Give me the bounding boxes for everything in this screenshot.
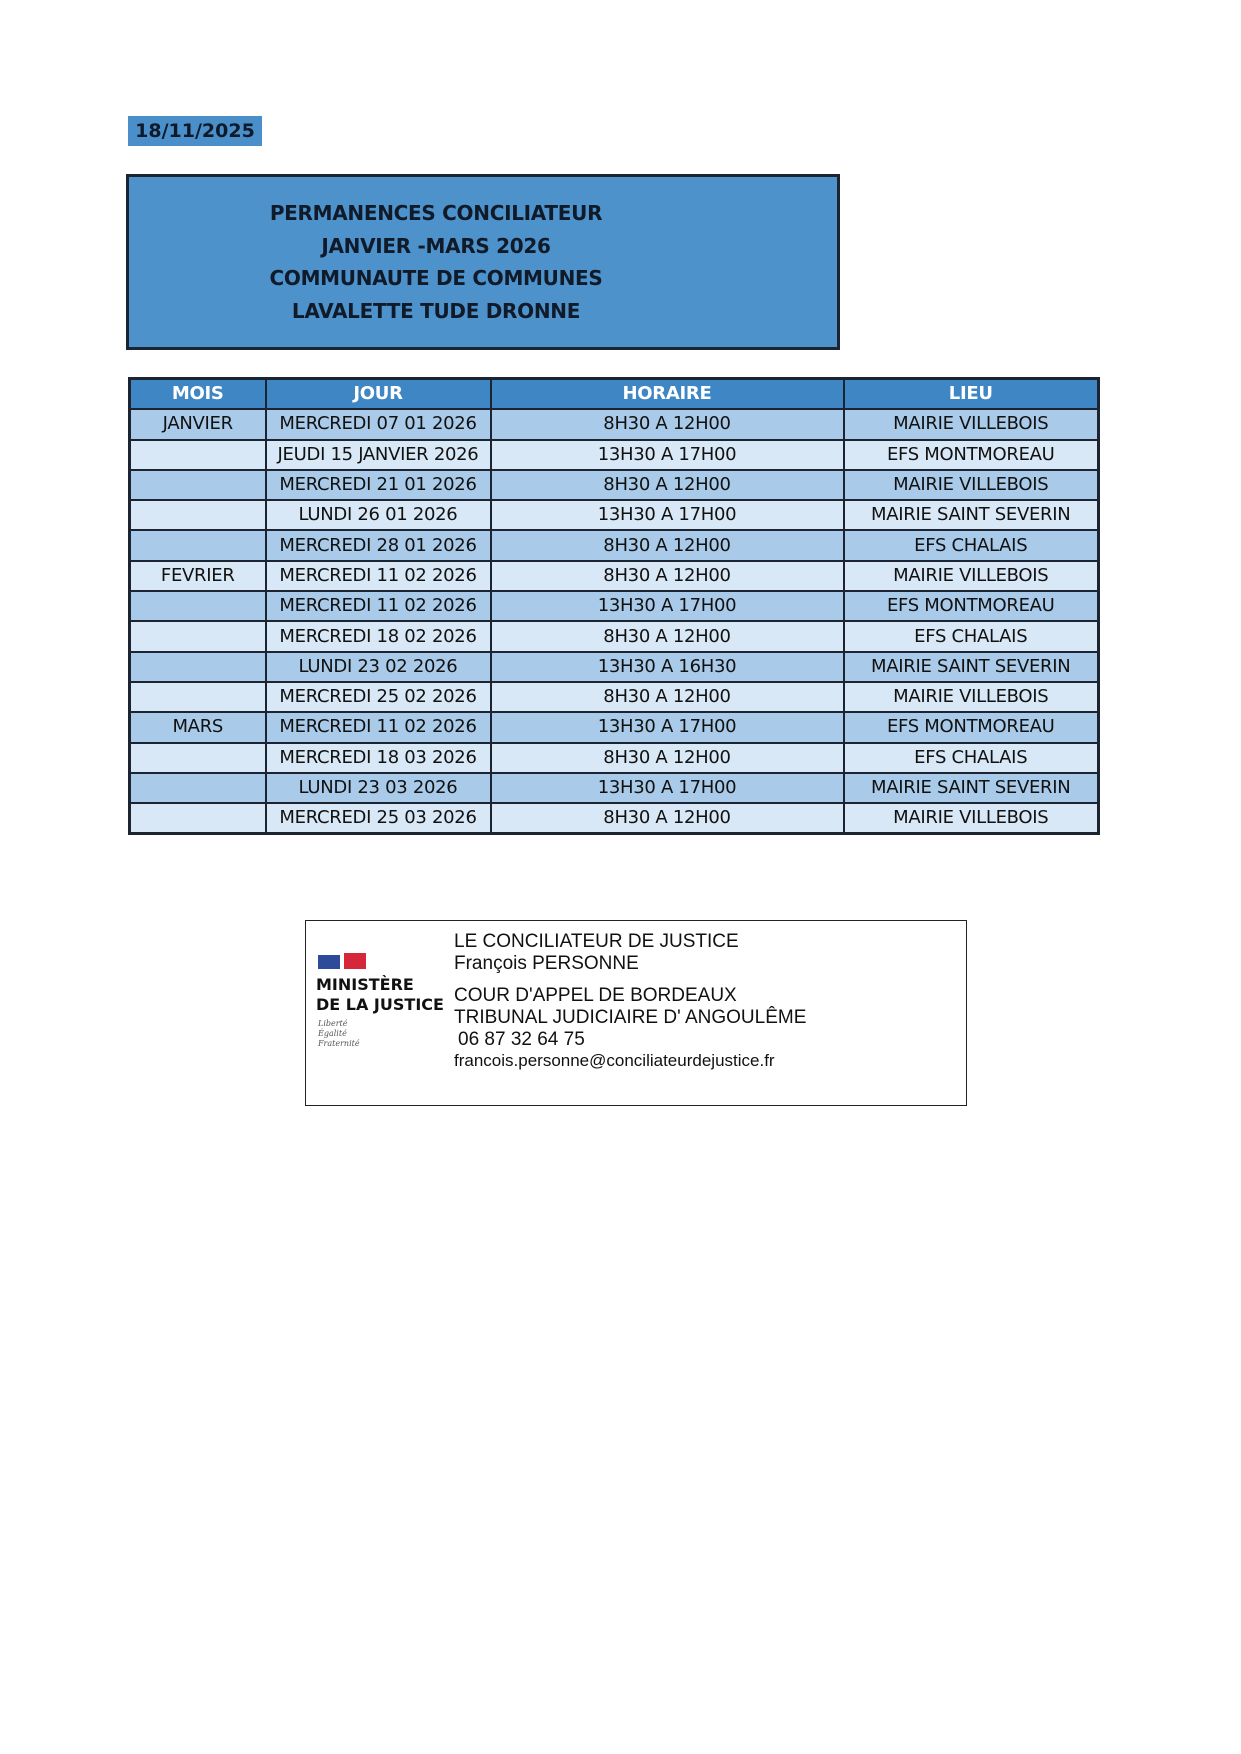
cell-mois [130,530,266,560]
cell-lieu: MAIRIE SAINT SEVERIN [844,500,1099,530]
cell-lieu: MAIRIE VILLEBOIS [844,803,1099,834]
cell-jour: MERCREDI 25 03 2026 [266,803,491,834]
signature-tribunal: TRIBUNAL JUDICIAIRE D' ANGOULÊME [454,1007,807,1028]
signature-court: COUR D'APPEL DE BORDEAUX [454,985,737,1006]
signature-text [454,931,806,1071]
table-row [130,530,1099,560]
cell-horaire: 8H30 A 12H00 [491,743,844,773]
cell-horaire: 8H30 A 12H00 [491,530,844,560]
cell-mois [130,621,266,651]
cell-jour: MERCREDI 11 02 2026 [266,712,491,742]
cell-horaire: 8H30 A 12H00 [491,621,844,651]
cell-lieu: MAIRIE VILLEBOIS [844,682,1099,712]
motto-line: Fraternité [318,1039,360,1048]
ministry-logo-text [316,975,444,1015]
cell-mois: FEVRIER [130,561,266,591]
table-row [130,500,1099,530]
cell-lieu: EFS CHALAIS [844,530,1099,560]
cell-lieu: EFS MONTMOREAU [844,591,1099,621]
cell-jour: MERCREDI 25 02 2026 [266,682,491,712]
cell-mois: MARS [130,712,266,742]
cell-horaire: 8H30 A 12H00 [491,803,844,834]
marianne-flag-icon [318,953,366,969]
table-row [130,440,1099,470]
signature-email-link[interactable]: francois.personne@conciliateurdejustice.fr [454,1051,775,1070]
cell-jour: MERCREDI 18 02 2026 [266,621,491,651]
cell-mois: JANVIER [130,409,266,439]
motto-line: Liberté [318,1019,348,1028]
cell-jour: MERCREDI 21 01 2026 [266,470,491,500]
cell-lieu: MAIRIE VILLEBOIS [844,409,1099,439]
cell-mois [130,682,266,712]
cell-mois [130,743,266,773]
ministry-line: DE LA JUSTICE [316,995,444,1014]
cell-jour: LUNDI 23 02 2026 [266,652,491,682]
title-line: PERMANENCES CONCILIATEUR [269,201,603,225]
date-badge: 18/11/2025 [128,116,262,146]
cell-mois [130,652,266,682]
cell-lieu: MAIRIE SAINT SEVERIN [844,652,1099,682]
table-row [130,652,1099,682]
table-row [130,621,1099,651]
header-jour: JOUR [266,379,491,410]
cell-lieu: EFS MONTMOREAU [844,440,1099,470]
cell-jour: MERCREDI 11 02 2026 [266,561,491,591]
title-line: COMMUNAUTE DE COMMUNES [269,266,603,290]
cell-jour: MERCREDI 18 03 2026 [266,743,491,773]
cell-lieu: MAIRIE VILLEBOIS [844,470,1099,500]
header-horaire: HORAIRE [491,379,844,410]
schedule-table [128,377,1100,835]
table-row [130,591,1099,621]
cell-jour: JEUDI 15 JANVIER 2026 [266,440,491,470]
table-row [130,561,1099,591]
table-row [130,743,1099,773]
table-row [130,409,1099,439]
title-box [126,174,840,350]
cell-horaire: 13H30 A 16H30 [491,652,844,682]
table-row [130,470,1099,500]
cell-jour: LUNDI 26 01 2026 [266,500,491,530]
cell-horaire: 13H30 A 17H00 [491,712,844,742]
ministry-line: MINISTÈRE [316,975,414,994]
cell-horaire: 13H30 A 17H00 [491,500,844,530]
table-row [130,712,1099,742]
cell-mois [130,773,266,803]
signature-box [305,920,967,1106]
motto-line: Égalité [318,1029,347,1038]
cell-jour: MERCREDI 11 02 2026 [266,591,491,621]
cell-mois [130,500,266,530]
title-line: LAVALETTE TUDE DRONNE [291,298,581,323]
cell-horaire: 8H30 A 12H00 [491,470,844,500]
table-row [130,682,1099,712]
cell-jour: MERCREDI 28 01 2026 [266,530,491,560]
cell-jour: MERCREDI 07 01 2026 [266,409,491,439]
cell-lieu: MAIRIE SAINT SEVERIN [844,773,1099,803]
title-line: JANVIER -MARS 2026 [321,233,551,258]
cell-mois [130,591,266,621]
signature-phone: 06 87 32 64 75 [458,1029,585,1050]
schedule-body [130,409,1099,834]
cell-horaire: 8H30 A 12H00 [491,682,844,712]
cell-mois [130,470,266,500]
cell-horaire: 13H30 A 17H00 [491,591,844,621]
republic-motto [318,1019,360,1049]
cell-lieu: EFS MONTMOREAU [844,712,1099,742]
cell-mois [130,440,266,470]
table-row [130,773,1099,803]
cell-lieu: MAIRIE VILLEBOIS [844,561,1099,591]
cell-horaire: 8H30 A 12H00 [491,409,844,439]
header-mois: MOIS [130,379,266,410]
header-lieu: LIEU [844,379,1099,410]
cell-lieu: EFS CHALAIS [844,743,1099,773]
cell-jour: LUNDI 23 03 2026 [266,773,491,803]
signature-role: LE CONCILIATEUR DE JUSTICE [454,931,739,952]
cell-mois [130,803,266,834]
signature-name: François PERSONNE [454,953,639,974]
cell-horaire: 13H30 A 17H00 [491,440,844,470]
table-row [130,803,1099,834]
table-header-row [130,379,1099,410]
cell-horaire: 13H30 A 17H00 [491,773,844,803]
cell-lieu: EFS CHALAIS [844,621,1099,651]
cell-horaire: 8H30 A 12H00 [491,561,844,591]
